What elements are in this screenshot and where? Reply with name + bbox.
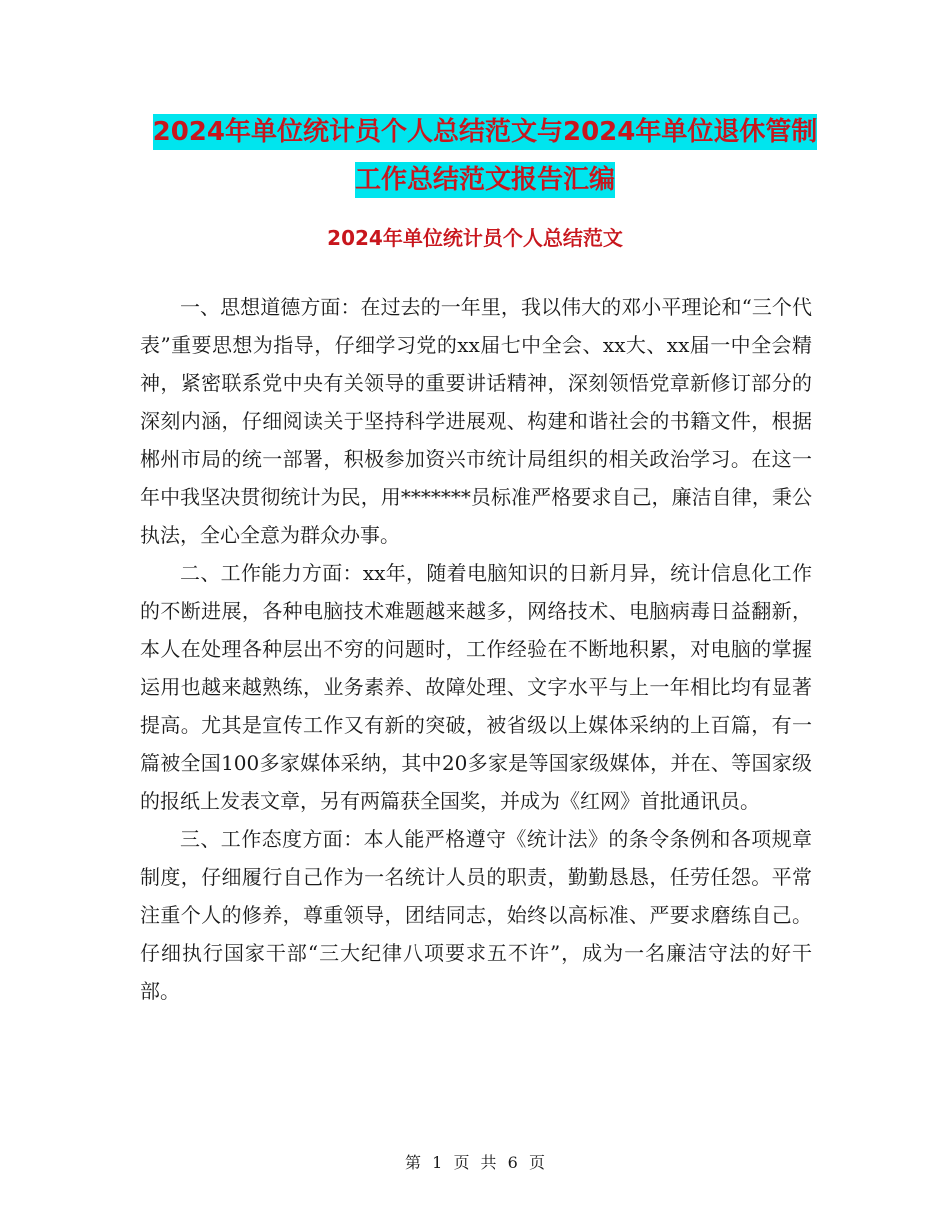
- footer-label-total: 共: [480, 1153, 497, 1172]
- footer-label-page: 第: [405, 1153, 422, 1172]
- document-title-text: 2024年单位统计员个人总结范文与2024年单位退休管制工作总结范文报告汇编: [153, 114, 818, 198]
- document-title: [140, 108, 830, 204]
- footer-label-unit: 页: [453, 1153, 470, 1172]
- section-title: 2024年单位统计员个人总结范文: [327, 226, 623, 250]
- footer-current-page: 1: [432, 1153, 443, 1172]
- footer-label-unit2: 页: [528, 1153, 545, 1172]
- paragraph-ideology: 一、思想道德方面：在过去的一年里，我以伟大的邓小平理论和“三个代表”重要思想为指导，仔细学习党的xx届七中全会、xx大、xx届一中全会精神，紧密联系党中央有关领导的重要讲话精神，深刻领悟党章新修订部分的深刻内涵，仔细阅读关于坚持科学进展观、构建和谐社会的书籍文件，根据郴州市局的统一部署，积极参加资兴市统计局组织的相关政治学习。在这一年中我坚决贯彻统计为民，用*******员标准严格要求自己，廉洁自律，秉公执法，全心全意为群众办事。: [140, 295, 812, 547]
- paragraph-work-attitude: 三、工作态度方面：本人能严格遵守《统计法》的条令条例和各项规章制度，仔细履行自己作为一名统计人员的职责，勤勤恳恳，任劳任怨。平常注重个人的修养，尊重领导，团结同志，始终以高标准、严要求磨练自己。仔细执行国家干部“三大纪律八项要求五不许”，成为一名廉洁守法的好干部。: [140, 827, 812, 1003]
- page-footer: [0, 1152, 950, 1174]
- document-body: [140, 288, 812, 1010]
- paragraph-work-ability: 二、工作能力方面：xx年，随着电脑知识的日新月异，统计信息化工作的不断进展，各种电脑技术难题越来越多，网络技术、电脑病毒日益翻新，本人在处理各种层出不穷的问题时，工作经验在不断地积累，对电脑的掌握运用也越来越熟练，业务素养、故障处理、文字水平与上一年相比均有显著提高。尤其是宣传工作又有新的突破，被省级以上媒体采纳的上百篇，有一篇被全国100多家媒体采纳，其中20多家是等国家级媒体，并在、等国家级的报纸上发表文章，另有两篇获全国奖，并成为《红网》首批通讯员。: [140, 561, 812, 813]
- footer-total-pages: 6: [507, 1153, 518, 1172]
